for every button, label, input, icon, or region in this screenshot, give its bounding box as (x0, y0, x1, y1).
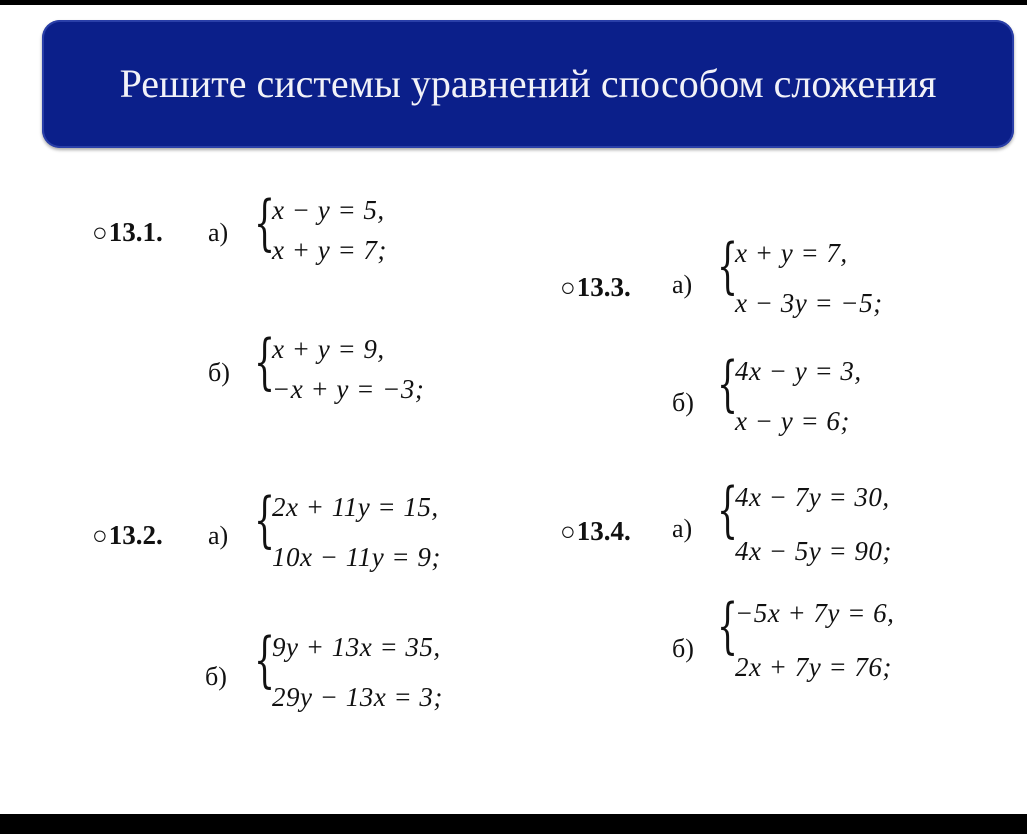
brace-icon: { (717, 475, 739, 545)
equation-2: 10x − 11y = 9; (272, 542, 441, 572)
equation-1: 2x + 11y = 15, (272, 492, 439, 522)
brace-icon: { (254, 625, 276, 695)
equation-1: −5x + 7y = 6, (735, 598, 895, 628)
part-label-13-1-a: а) (208, 218, 229, 247)
problem-number-13-1 (92, 217, 163, 248)
brace-icon: { (717, 591, 739, 661)
problem-number-text: 13.3. (576, 272, 631, 302)
equation-system-13-4-b (717, 591, 895, 682)
brace-icon: { (717, 231, 739, 301)
brace-icon: { (254, 485, 276, 555)
equation-system-13-1-a (254, 188, 387, 265)
part-label-13-4-b: б) (672, 634, 694, 663)
brace-icon: { (717, 349, 739, 419)
part-label-13-2-a: а) (208, 521, 229, 550)
equation-system-13-4-a (717, 475, 892, 566)
part-label-13-3-b: б) (672, 388, 694, 417)
equation-system-13-3-b (717, 349, 862, 436)
equation-2: 29y − 13x = 3; (272, 682, 443, 712)
equation-system-13-2-a (254, 485, 441, 572)
equation-2: 2x + 7y = 76; (735, 652, 892, 682)
circle-marker: ○ (92, 218, 108, 247)
equation-system-13-3-a (717, 231, 883, 318)
circle-marker: ○ (560, 273, 576, 302)
equation-1: 4x − y = 3, (735, 356, 862, 386)
problem-number-13-4 (560, 516, 631, 547)
part-label-13-3-a: а) (672, 270, 693, 299)
part-label-13-4-a: а) (672, 514, 693, 543)
equation-1: x + y = 7, (735, 238, 848, 268)
part-label-13-2-b: б) (205, 662, 227, 691)
problem-number-text: 13.4. (576, 516, 631, 546)
problem-number-13-3 (560, 272, 631, 303)
problem-number-13-2 (92, 520, 163, 551)
equation-1: 4x − 7y = 30, (735, 482, 890, 512)
equation-2: 4x − 5y = 90; (735, 536, 892, 566)
problem-number-text: 13.1. (108, 217, 163, 247)
circle-marker: ○ (560, 517, 576, 546)
equation-2: x − y = 6; (735, 406, 850, 436)
page-title: Решите системы уравнений способом сложения (119, 61, 937, 106)
equation-system-13-2-b (254, 625, 443, 712)
bottom-border (0, 814, 1027, 834)
part-label-13-1-b: б) (208, 358, 230, 387)
equation-system-13-1-b (254, 327, 425, 404)
brace-icon: { (254, 327, 276, 397)
problem-number-text: 13.2. (108, 520, 163, 550)
equation-2: −x + y = −3; (272, 374, 425, 404)
circle-marker: ○ (92, 521, 108, 550)
equation-2: x + y = 7; (272, 235, 387, 265)
brace-icon: { (254, 188, 276, 258)
equation-1: x + y = 9, (272, 334, 385, 364)
title-banner (42, 20, 1014, 148)
top-border (0, 0, 1027, 5)
equation-1: 9y + 13x = 35, (272, 632, 441, 662)
equation-1: x − y = 5, (272, 195, 385, 225)
equation-2: x − 3y = −5; (735, 288, 883, 318)
